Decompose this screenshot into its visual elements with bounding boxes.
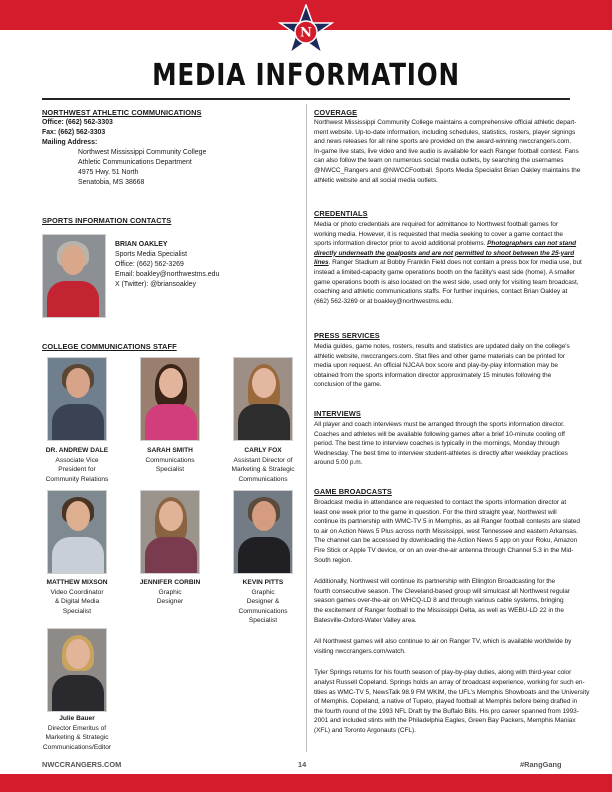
caption-andrew-dale [27, 446, 127, 484]
text-line [314, 258, 582, 268]
text-line: season games over-the-air on WHCQ-LD 8 and through various cable systems, bringing [314, 597, 564, 605]
text-line: can also follow the team on numerous social media outlets, by searching the usernames [314, 157, 564, 165]
text-line: (XFL) and Toronto Argonauts (CFL). [314, 726, 416, 734]
mailing-label: Mailing Address: [42, 139, 98, 146]
footer-site-link[interactable]: NWCCRANGERS.COM [42, 760, 122, 769]
staff-role: Graphic [158, 588, 182, 596]
text-line: Media guides, game notes, rosters, results and statistics are updated daily on the college's [314, 343, 570, 350]
text-line: tities as WMC-TV 5, NewsTalk 98.9 FM WKIM, the UFL's Memphis Showboats and the University [314, 688, 590, 696]
staff-role: Specialist [62, 607, 92, 615]
text-line: All Northwest games will also continue to air on Ranger TV, which is available worldwide by [314, 638, 572, 646]
interviews-heading: INTERVIEWS [314, 409, 361, 418]
photographer-warning: Photographers can not stand [487, 240, 577, 248]
text-line: conclusion of the game. [314, 381, 382, 389]
text-line: Media or photo credentials are required for admittance to Northwest football games for [314, 221, 558, 228]
photo-sarah-smith [140, 357, 200, 441]
text-line: visiting nwccrangers.com/watch. [314, 647, 406, 655]
staff-name: DR. ANDREW DALE [45, 447, 109, 454]
staff-role: Associate Vice [55, 456, 99, 464]
text-line: In-game live stats, live video and live audio is available for each Ranger football contest. Fans [314, 147, 579, 155]
brian-oakley-contact [115, 240, 219, 290]
text-line: Broadcast media in attendance are requested to contact the sports information director at [314, 499, 567, 506]
text-line: Fire Stick or Apple TV device, or on an over-the-air antenna through Channel 5.3 in the Mid- [314, 546, 574, 554]
text-line: ment website. Up-to-date information, including schedules, statistics, rosters, player signings [314, 128, 576, 136]
coverage-heading: COVERAGE [314, 108, 358, 117]
caption-jennifer-corbin [120, 578, 220, 607]
text-line: Coaches and athletes will be available following games after a brief 10-minute cooling off [314, 430, 565, 438]
press-services-body [314, 342, 570, 390]
staff-role: Communications [145, 456, 195, 464]
caption-sarah-smith [120, 446, 220, 475]
text-line [314, 239, 582, 249]
game-broadcasts-heading: GAME BROADCASTS [314, 487, 392, 496]
photo-kevin-pitts [233, 490, 293, 574]
page-title: MEDIA INFORMATION [152, 58, 460, 93]
text-line: the excitement of Ranger football to the Mississippi Delta, as well as WEBU-LD 22 in the [314, 606, 564, 614]
coverage-body [314, 118, 580, 185]
text-line: and news releases for all nine sports are provided on the award-winning nwccrangers.com. [314, 138, 572, 146]
text-span: . Ranger Stadium at Bobby Franklin Field does not contain a press box for media use, but [328, 259, 582, 267]
mailing-address [78, 148, 206, 188]
contact-email: Email: boakley@northwestms.edu [115, 271, 220, 278]
photo-andrew-dale [47, 357, 107, 441]
photo-matthew-mixson [47, 490, 107, 574]
address-line: Senatobia, MS 38668 [78, 179, 145, 186]
text-line: @NWCC_Rangers and @NWCCFootball. Sports Media Specialist Brian Oakley maintains the [314, 166, 581, 174]
staff-role: Director Emeritus of [47, 724, 107, 732]
staff-role: Communications/Editor [42, 743, 112, 751]
staff-role: Graphic [251, 588, 275, 596]
text-line: the fourth round of the 1993 NFL Draft by the Buffalo Bills. His pro career spanned from 1993- [314, 707, 579, 715]
staff-role: Designer & [246, 598, 280, 606]
staff-name: JENNIFER CORBIN [139, 579, 201, 586]
staff-name: Julie Bauer [59, 715, 95, 722]
text-line: to air on Action News 5 Plus across north Mississippi, west Tennessee and eastern Arkansas. [314, 527, 578, 535]
photo-brian-oakley [42, 234, 106, 318]
staff-role: Communications [238, 475, 288, 483]
bottom-band [0, 774, 612, 792]
staff-role: Video Coordinator [50, 588, 104, 596]
caption-matthew-mixson [27, 578, 127, 616]
staff-role: Specialist [248, 617, 278, 625]
staff-role: Marketing & Strategic [45, 734, 109, 742]
text-line: of Memphis. Copeland, a native of Tupelo, played football at Memphis before being drafted in [314, 698, 578, 706]
press-services-heading: PRESS SERVICES [314, 331, 380, 340]
staff-role: Marketing & Strategic [231, 466, 295, 474]
staff-role: President for [58, 466, 96, 474]
credentials-heading: CREDENTIALS [314, 209, 368, 218]
text-line: least one week prior to the game in question. For the third straight year, Northwest will [314, 508, 557, 516]
logo-letter: N [300, 25, 312, 41]
text-line: Tyler Springs returns for his fourth season of play-by-play duties, along with third-year color [314, 669, 572, 677]
text-line: period. The best time to interview coaches is typically in the mornings, Monday through [314, 440, 560, 448]
contact-name: BRIAN OAKLEY [115, 241, 168, 248]
text-span: sports information director prior to avoid additional problems. [314, 240, 488, 248]
photo-jennifer-corbin [140, 490, 200, 574]
caption-kevin-pitts [213, 578, 313, 626]
text-line: Wednesday. The best time to interview student-athletes is directly after weekday practices [314, 449, 568, 457]
text-line: South region. [314, 556, 353, 564]
text-line: 2001 and included stints with the Philadelphia Eagles, Green Bay Packers, Memphis Maniax [314, 717, 576, 725]
text-line: athletic website and all social media outlets. [314, 176, 438, 184]
text-line: athletic website, nwccrangers.com. Stat files and other game materials can be printed for [314, 352, 565, 360]
contact-title: Sports Media Specialist [115, 251, 188, 258]
staff-name: MATTHEW MIXSON [46, 579, 108, 586]
game-broadcasts-body [314, 498, 589, 735]
text-line: coaching and athletic communications staffs. For further inquiries, contact Brian Oakley at [314, 288, 568, 296]
address-line: 4975 Hwy. 51 North [78, 169, 139, 176]
staff-role: Communications [238, 607, 288, 615]
footer-hashtag: #RangGang [520, 760, 562, 769]
athletic-comms-contact [42, 118, 113, 148]
text-line: working media. However, it is requested that media seeking to cover a game contact the [314, 230, 563, 238]
contact-twitter: X (Twitter): @briansoakley [115, 281, 196, 288]
athletic-comms-heading: NORTHWEST ATHLETIC COMMUNICATIONS [42, 108, 202, 117]
text-line: continue its partnership with WMC-TV 5 in Memphis, as all Ranger football contests are slated [314, 518, 580, 526]
text-line: around 5:00 p.m. [314, 459, 363, 467]
staff-heading: COLLEGE COMMUNICATIONS STAFF [42, 342, 177, 351]
page-number: 14 [298, 760, 307, 769]
staff-name: KEVIN PITTS [242, 579, 284, 586]
text-line: (662) 562-3269 or at boakley@northwestms.edu. [314, 297, 454, 305]
photographer-warning: lines [314, 259, 329, 267]
text-line: The channel can be accessed by downloading the Action News 5 app on your Roku, Amazon [314, 537, 578, 545]
title-rule [42, 98, 570, 100]
staff-name: SARAH SMITH [147, 447, 193, 454]
text-line: game operations booth is also located on the west side, used only for visiting team broadcast, [314, 278, 579, 286]
text-line: analyst Russell Copeland. Springs holds an array of broadcast experience, working for such en- [314, 678, 585, 686]
interviews-body [314, 420, 568, 468]
text-line: Additionally, Northwest will continue its partnership with Ellington Broadcasting for the [314, 578, 556, 586]
address-line: Athletic Communications Department [78, 159, 192, 166]
staff-name: CARLY FOX [244, 447, 282, 454]
text-line: instead a limited-capacity game operations booth on the facility's east side (home). A smaller [314, 268, 576, 276]
credentials-body [314, 220, 582, 306]
fax-number: Fax: (662) 562-3303 [42, 129, 106, 136]
staff-role: Specialist [155, 466, 185, 474]
text-line: media upon request. An official NJCAA box score and play-by-play information may be [314, 362, 558, 370]
photo-julie-bauer [47, 628, 107, 712]
photographer-warning: directly underneath the goalposts and are not permitted to shoot between the 25-yard [314, 249, 575, 257]
text-line: fourth consecutive season. The Cleveland-based group will simulcast all Northwest regular [314, 587, 570, 595]
ranger-star-logo-icon [277, 4, 335, 56]
sports-info-heading: SPORTS INFORMATION CONTACTS [42, 216, 172, 225]
text-line: obtained from the sports information director approximately 15 minutes following the [314, 371, 552, 379]
contact-office: Office: (662) 562-3269 [115, 261, 184, 268]
caption-carly-fox [213, 446, 313, 484]
text-line: Batesville-Oxford-Water Valley area. [314, 616, 417, 624]
staff-role: Designer [156, 598, 184, 606]
column-divider [306, 104, 307, 752]
photo-carly-fox [233, 357, 293, 441]
staff-role: Community Relations [45, 475, 109, 483]
office-phone: Office: (662) 562-3303 [42, 119, 113, 126]
text-line: Northwest Mississippi Community College maintains a comprehensive official athletic depart- [314, 119, 577, 126]
staff-role: Assistant Director of [233, 456, 293, 464]
address-line: Northwest Mississippi Community College [78, 149, 207, 156]
caption-julie-bauer [27, 714, 127, 752]
staff-role: & Digital Media [54, 598, 100, 606]
text-line: All player and coach interviews must be arranged through the sports information director. [314, 421, 565, 428]
